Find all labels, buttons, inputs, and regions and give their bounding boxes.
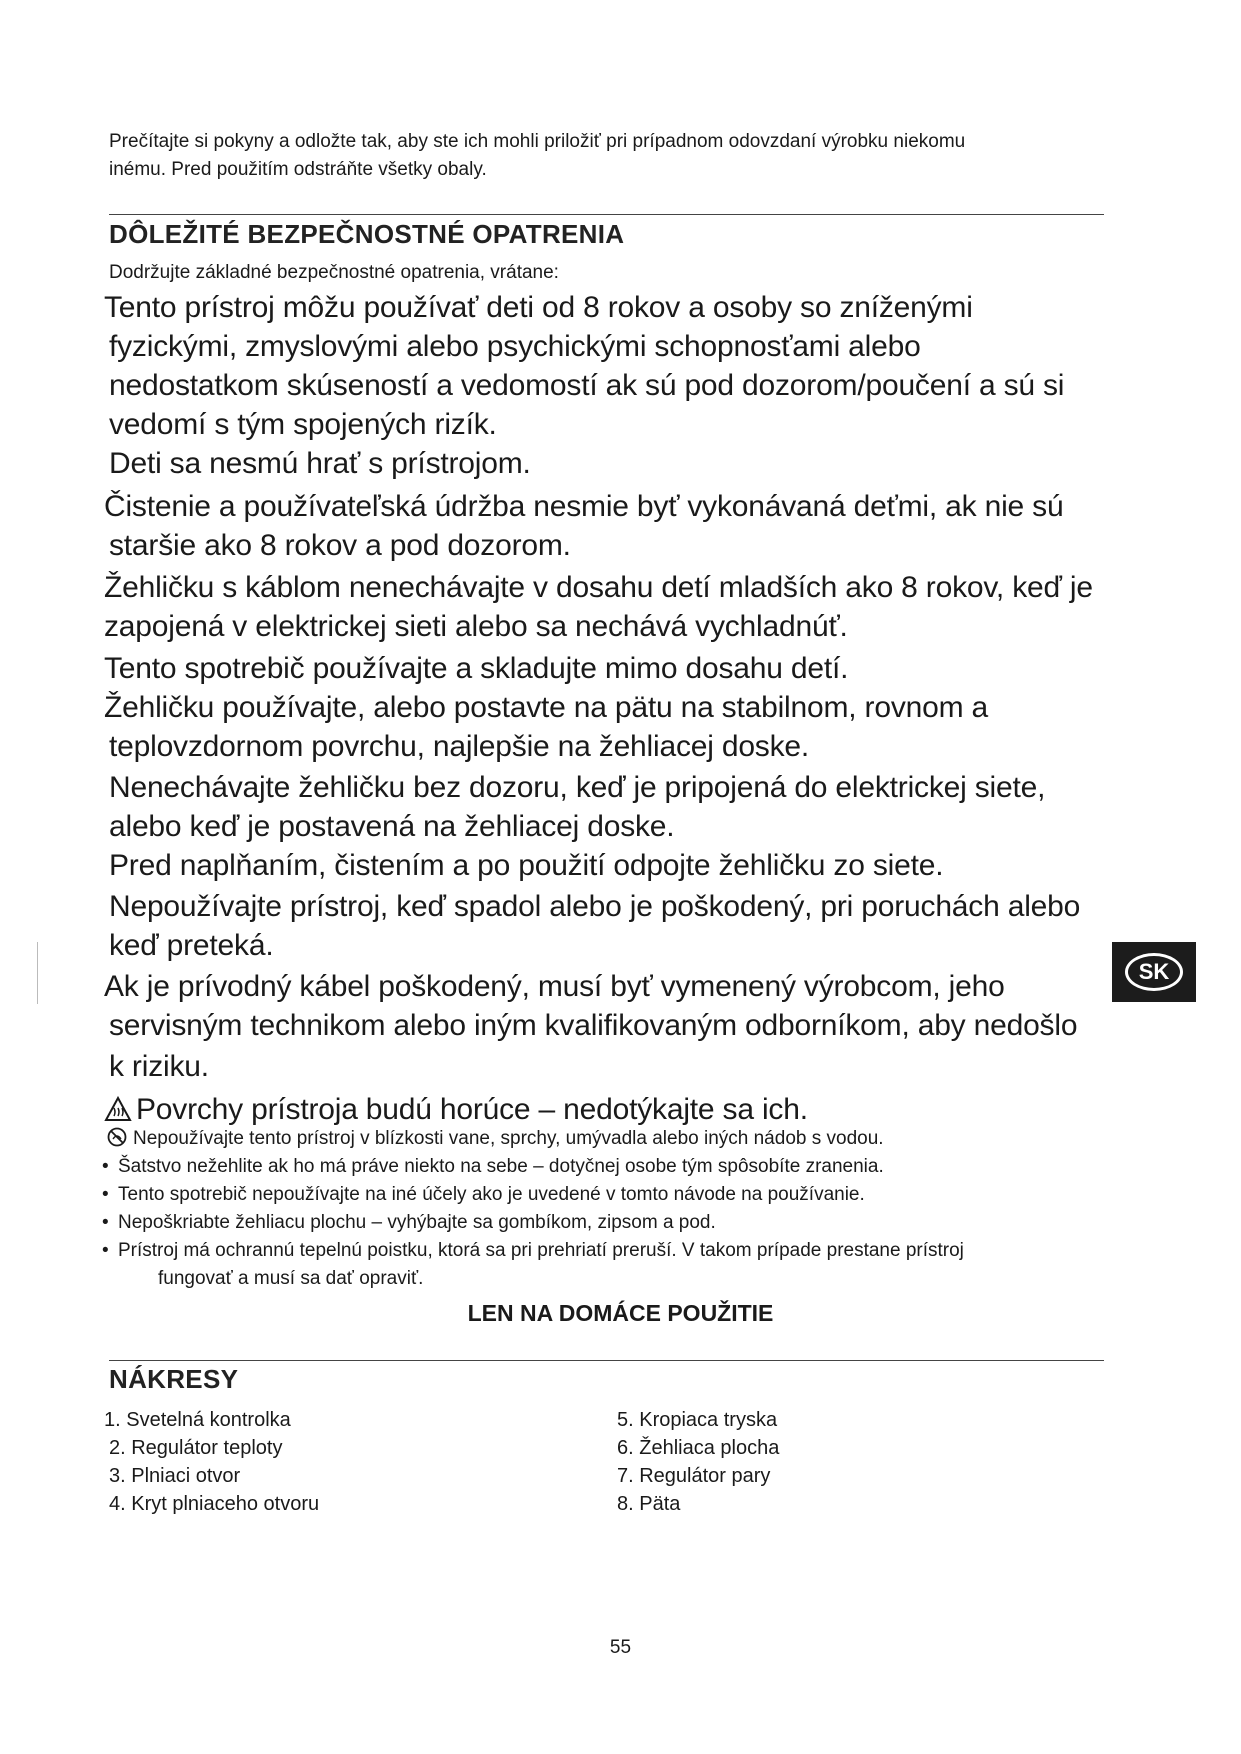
safety-line: Žehličku s káblom nenechávajte v dosahu detí mladších ako 8 rokov, keď je [104, 571, 1093, 604]
intro-line: Prečítajte si pokyny a odložte tak, aby ste ich mohli priložiť pri prípadnom odovzdaní výrobku niekomu [109, 131, 966, 152]
margin-mark [37, 942, 38, 1004]
safety-line: teplovzdornom povrchu, najlepšie na žehliacej doske. [109, 730, 810, 763]
no-water-icon [107, 1127, 127, 1156]
safety-line: Deti sa nesmú hrať s prístrojom. [109, 447, 531, 480]
language-tab [1112, 942, 1196, 1002]
drawings-list-right [617, 1406, 779, 1518]
bullet-continuation: fungovať a musí sa dať opraviť. [158, 1268, 424, 1289]
water-warning [107, 1125, 884, 1156]
list-item: 4. Kryt plniaceho otvoru [109, 1493, 320, 1515]
safety-line: Pred naplňaním, čistením a po použití odpojte žehličku zo siete. [109, 849, 944, 882]
safety-line: Tento prístroj môžu používať deti od 8 rokov a osoby so zníženými [104, 291, 973, 324]
list-item: 1. Svetelná kontrolka [104, 1409, 291, 1431]
safety-line: zapojená v elektrickej sieti alebo sa nechává vychladnúť. [104, 610, 848, 643]
bullet-item: • Tento spotrebič nepoužívajte na iné účely ako je uvedené v tomto návode na používanie. [102, 1184, 865, 1205]
safety-line: Nepoužívajte prístroj, keď spadol alebo je poškodený, pri poruchách alebo [109, 890, 1081, 923]
safety-line: vedomí s tým spojených rizík. [109, 408, 497, 441]
list-item: 7. Regulátor pary [617, 1465, 771, 1487]
safety-line: servisným technikom alebo iným kvalifikovaným odborníkom, aby nedošlo [109, 1009, 1078, 1042]
bullet-item: • Nepoškriabte žehliacu plochu – vyhýbajte sa gombíkom, zipsom a pod. [102, 1212, 716, 1233]
safety-line: alebo keď je postavená na žehliacej doske. [109, 810, 675, 843]
list-item: 8. Päta [617, 1493, 681, 1515]
intro-line: inému. Pred použitím odstráňte všetky obaly. [109, 159, 487, 180]
intro-text [109, 128, 1089, 184]
list-item: 6. Žehliaca plocha [617, 1437, 780, 1459]
section-divider [109, 214, 1104, 215]
language-tab-label: SK [1125, 953, 1183, 991]
safety-line: Žehličku používajte, alebo postavte na pätu na stabilnom, rovnom a [104, 691, 989, 724]
safety-line: Čistenie a používateľská údržba nesmie byť vykonávaná deťmi, ak nie sú [104, 490, 1064, 523]
safety-line: Tento spotrebič používajte a skladujte mimo dosahu detí. [104, 652, 849, 685]
bullet-item: • Šatstvo nežehlite ak ho má práve niekto na sebe – dotyčnej osobe tým spôsobíte zranenia. [102, 1156, 884, 1177]
safety-line: staršie ako 8 rokov a pod dozorom. [109, 529, 571, 562]
safety-line: keď preteká. [109, 929, 274, 962]
drawings-list-left [104, 1406, 319, 1518]
safety-line: Ak je prívodný kábel poškodený, musí byť vymenený výrobcom, jeho [104, 970, 1005, 1003]
list-item: 3. Plniaci otvor [109, 1465, 241, 1487]
water-warning-text: Nepoužívajte tento prístroj v blízkosti vane, sprchy, umývadla alebo iných nádob s vodou. [133, 1128, 884, 1149]
home-use-notice: LEN NA DOMÁCE POUŽITIE [467, 1300, 774, 1326]
safety-line: nedostatkom skúseností a vedomostí ak sú pod dozorom/poučení a sú si [109, 369, 1065, 402]
page-number: 55 [609, 1637, 632, 1658]
safety-heading: DÔLEŽITÉ BEZPEČNOSTNÉ OPATRENIA [109, 219, 625, 249]
safety-line: Nenechávajte žehličku bez dozoru, keď je pripojená do elektrickej siete, [109, 771, 1046, 804]
safety-line: fyzickými, zmyslovými alebo psychickými schopnosťami alebo [109, 330, 921, 363]
safety-line: k riziku. [109, 1050, 209, 1083]
list-item: 2. Regulátor teploty [109, 1437, 283, 1459]
safety-subtitle: Dodržujte základné bezpečnostné opatrenia, vrátane: [109, 262, 559, 283]
drawings-heading: NÁKRESY [109, 1364, 239, 1394]
list-item: 5. Kropiaca tryska [617, 1409, 778, 1431]
bullet-item: • Prístroj má ochrannú tepelnú poistku, ktorá sa pri prehriatí preruší. V takom prípade prestane prístroj [102, 1240, 964, 1261]
section-divider [109, 1360, 1104, 1361]
hot-surface-warning-text: Povrchy prístroja budú horúce – nedotýkajte sa ich. [136, 1093, 808, 1126]
